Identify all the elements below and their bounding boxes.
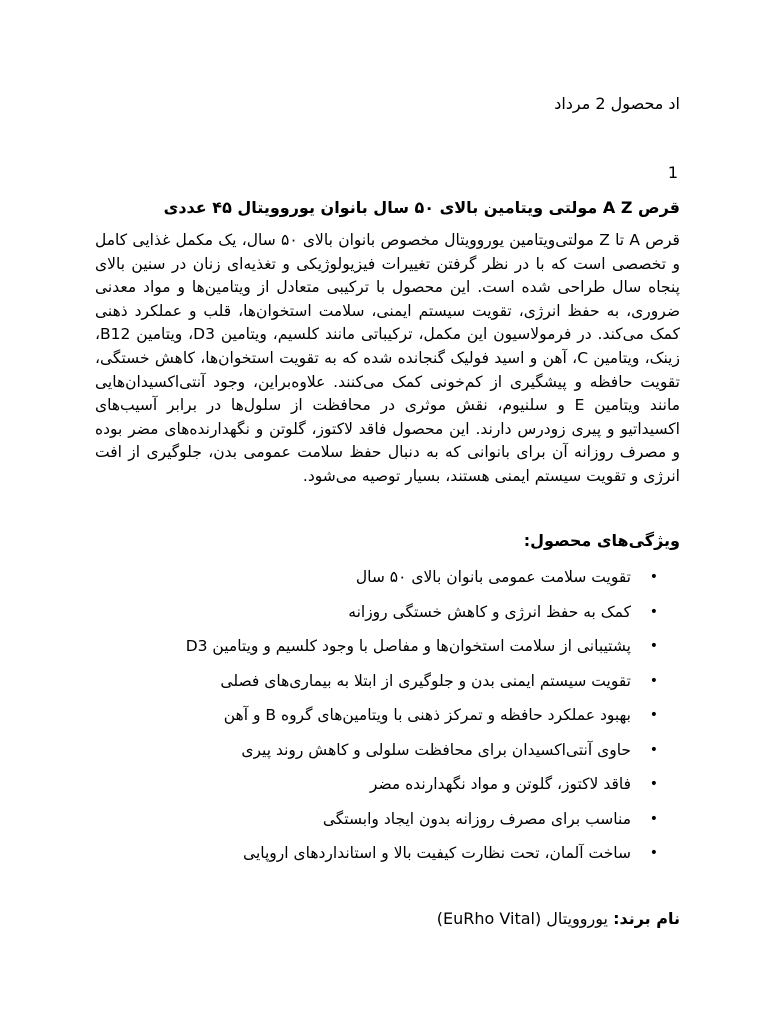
bullet-icon: •: [649, 776, 658, 792]
bullet-icon: •: [649, 638, 658, 654]
bullet-icon: •: [649, 810, 658, 827]
brand-value: یوروویتال (EuRho Vital): [436, 909, 608, 928]
feature-text: تقویت سیستم ایمنی بدن و جلوگیری از ابتلا به بیماری‌های فصلی: [220, 671, 631, 690]
feature-item: [90, 836, 680, 871]
feature-item: [90, 767, 680, 802]
feature-item: [90, 629, 680, 664]
bullet-icon: •: [649, 707, 658, 723]
brand-line: [437, 907, 680, 931]
feature-item: [90, 595, 680, 630]
feature-item: [90, 560, 680, 595]
bullet-icon: •: [649, 672, 658, 689]
feature-text: حاوی آنتی‌اکسیدان برای محافظت سلولی و کاهش روند پیری: [241, 740, 631, 759]
feature-text: تقویت سلامت عمومی بانوان بالای ۵۰ سال: [355, 568, 631, 586]
feature-text: ساخت آلمان، تحت نظارت کیفیت بالا و استانداردهای اروپایی: [243, 844, 631, 862]
features-heading: ویژگی‌های محصول:: [523, 531, 680, 550]
feature-item: [90, 698, 680, 733]
feature-text: مناسب برای مصرف روزانه بدون ایجاد وابستگی: [322, 809, 631, 828]
feature-text: پشتیبانی از سلامت استخوان‌ها و مفاصل با وجود کلسیم و ویتامین D3: [185, 637, 631, 655]
bullet-icon: •: [649, 741, 658, 758]
product-description: قرص A تا Z مولتی‌ویتامین یوروویتال مخصوص بانوان بالای ۵۰ سال، یک مکمل غذایی کامل و تخصصی است که با در نظر گرفتن تغییرات فیزیولوژیکی و تغذیه‌ای زنان در سنین بالای پنجاه سال طراحی شده است. این محصول با ترکیبی متعادل از ویتامین‌ها و مواد معدنی ضروری، به حفظ انرژی، تقویت سیستم ایمنی، سلامت استخوان‌ها، قلب و عملکرد ذهنی کمک می‌کند. در فرمولاسیون این مکمل، ترکیباتی مانند کلسیم، ویتامین D3، ویتامین B12، زینک، ویتامین C، آهن و اسید فولیک گنجانده شده که به تقویت استخوان‌ها، کاهش خستگی، تقویت حافظه و پیشگیری از کم‌خونی کمک می‌کنند. علاوه‌براین، وجود آنتی‌اکسیدان‌هایی مانند ویتامین E و سلنیوم، نقش موثری در محافظت از سلول‌ها در برابر آسیب‌های اکسیداتیو و پیری زودرس دارند. این محصول فاقد لاکتوز، گلوتن و نگهدارنده‌های مضر بوده و مصرف روزانه آن برای بانوانی که به دنبال حفظ سلامت عمومی بدن، جلوگیری از افت انرژی و تقویت سیستم ایمنی هستند، بسیار توصیه می‌شود.: [95, 231, 680, 485]
bullet-icon: •: [649, 603, 658, 620]
feature-text: کمک به حفظ انرژی و کاهش خستگی روزانه: [348, 602, 631, 621]
bullet-icon: •: [649, 569, 658, 585]
document-header: اد محصول 2 مرداد: [554, 94, 680, 113]
features-list: [90, 560, 680, 871]
brand-label: نام برند:: [613, 909, 680, 928]
product-title: قرص A Z مولتی ویتامین بالای ۵۰ سال بانوان یوروویتال ۴۵ عددی: [163, 198, 680, 217]
bullet-icon: •: [649, 845, 658, 861]
feature-item: [90, 733, 680, 768]
feature-text: بهبود عملکرد حافظه و تمرکز ذهنی با ویتامین‌های گروه B و آهن: [223, 706, 631, 724]
feature-item: [90, 664, 680, 699]
feature-text: فاقد لاکتوز، گلوتن و مواد نگهدارنده مضر: [369, 775, 631, 793]
feature-item: [90, 802, 680, 837]
document-page: [90, 0, 680, 1024]
page-number: 1: [667, 163, 678, 182]
